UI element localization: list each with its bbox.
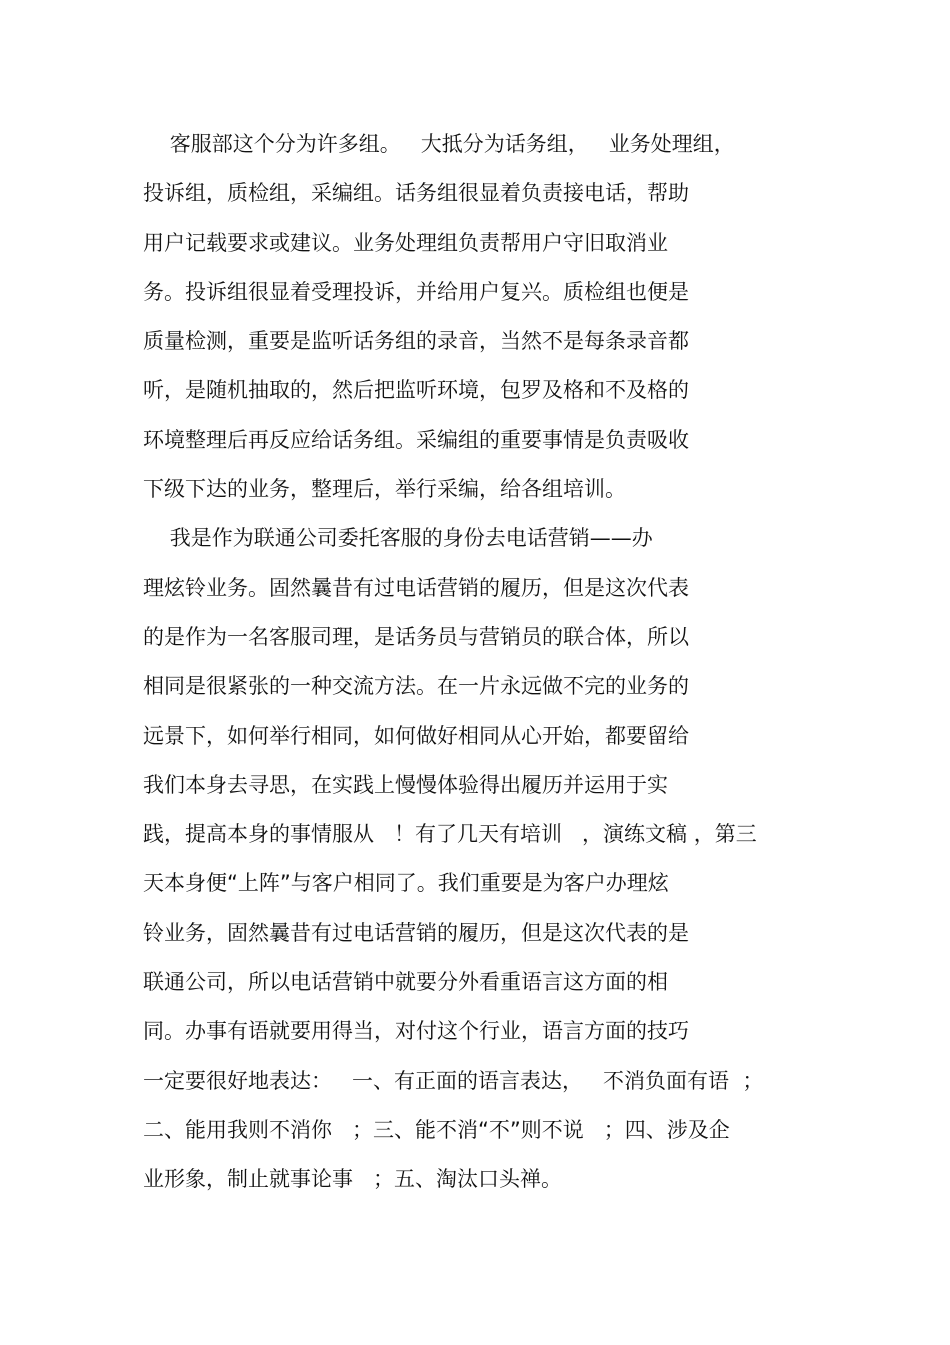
paragraph-1 [143, 120, 823, 514]
text-line: 践，提高本身的事情服从 ！有了几天有培训 ，演练文稿 ，第三 [143, 822, 757, 847]
text-line: 的是作为一名客服司理，是话务员与营销员的联合体，所以 [143, 624, 689, 649]
text-line: 环境整理后再反应给话务组。采编组的重要事情是负责吸收 [143, 427, 689, 452]
text-line: 同。办事有语就要用得当，对付这个行业，语言方面的技巧 [143, 1019, 689, 1044]
paragraph-2 [143, 514, 823, 1204]
text-line: 天本身便“上阵”与客户相同了。我们重要是为客户办理炫 [143, 871, 669, 896]
text-line: 业形象，制止就事论事 ；五、淘汰口头禅。 [143, 1167, 563, 1192]
text-line: 铃业务，固然曩昔有过电话营销的履历，但是这次代表的是 [143, 920, 689, 945]
text-line: 联通公司，所以电话营销中就要分外看重语言这方面的相 [143, 970, 668, 995]
text-line: 投诉组，质检组，采编组。话务组很显着负责接电话，帮助 [143, 181, 689, 206]
text-line: 远景下，如何举行相同，如何做好相同从心开始，都要留给 [143, 723, 689, 748]
text-line: 一定要很好地表达： 一、有正面的语言表达， 不消负面有语 ； [143, 1068, 764, 1093]
text-line: 我是作为联通公司委托客服的身份去电话营销——办 [143, 526, 653, 551]
text-line: 听，是随机抽取的，然后把监听环境，包罗及格和不及格的 [143, 378, 689, 403]
text-line: 客服部这个分为许多组。 大抵分为话务组， 业务处理组， [143, 132, 735, 156]
text-line: 二、能用我则不消你 ；三、能不消“不”则不说 ；四、涉及企 [143, 1117, 730, 1142]
text-line: 相同是很紧张的一种交流方法。在一片永远做不完的业务的 [143, 674, 689, 699]
text-line: 用户记载要求或建议。业务处理组负责帮用户守旧取消业 [143, 230, 668, 255]
text-line: 务。投诉组很显着受理投诉，并给用户复兴。质检组也便是 [143, 279, 689, 304]
body-text [143, 120, 823, 1205]
text-line: 理炫铃业务。固然曩昔有过电话营销的履历，但是这次代表 [143, 575, 689, 600]
text-line: 我们本身去寻思，在实践上慢慢体验得出履历并运用于实 [143, 772, 668, 797]
text-line: 质量检测，重要是监听话务组的录音，当然不是每条录音都 [143, 329, 689, 354]
text-line: 下级下达的业务，整理后，举行采编，给各组培训。 [143, 477, 626, 502]
